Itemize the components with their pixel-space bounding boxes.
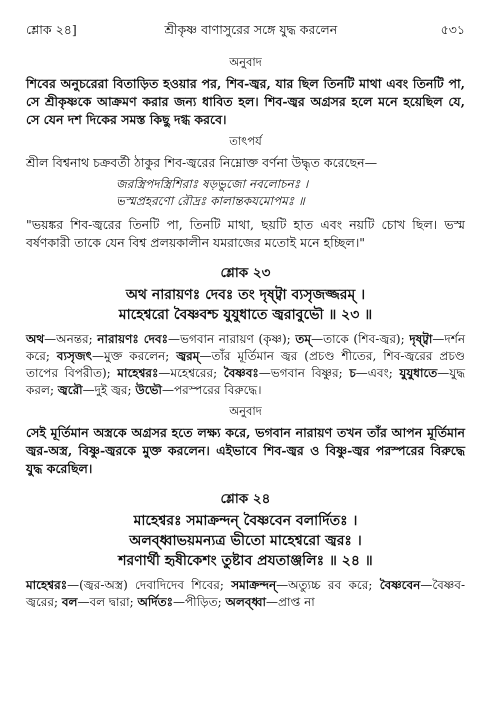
synonym-term: সমাক্রন্দন্ [231, 578, 277, 592]
synonym-meaning: —মহেশ্বরের; [158, 366, 224, 380]
verse-heading: শ্লোক ২৪ [220, 491, 271, 507]
synonym-term: ব্যসৃজৎ [56, 349, 93, 363]
synonym-term: জ্বরৌ [57, 383, 83, 397]
synonym-term: অথ [26, 332, 45, 346]
translation-heading: অনুবাদ [229, 404, 262, 418]
purport-intro: শ্রীল বিশ্বনাথ চক্রবর্তী ঠাকুর শিব-জ্বরের নিম্নোক্ত বর্ণনা উদ্ধৃত করেছেন— [26, 155, 378, 170]
synonym-term: মাহেশ্বরঃ [26, 578, 68, 592]
synonym-meaning: —পীড়িত; [173, 595, 226, 609]
synonym-term: জ্বরম্ [176, 349, 200, 363]
synonym-meaning: —যুদ্ধ করল; [26, 366, 465, 397]
translation-text: সেই মূর্তিমান অস্ত্রকে অগ্রসর হতে লক্ষ্য করে, ভগবান নারায়ণ তখন তাঁর আপন মূর্তিমান জ্বর-অস্ত্র, বিষ্ণু-জ্বরকে মুক্ত করলেন। এইভাবে শিব-জ্বর ও বিষ্ণু-জ্বর পরস্পরের বিরুদ্ধে যুদ্ধ করেছিল। [26, 425, 465, 476]
synonym-meaning: —দর্শন করে; [26, 332, 465, 363]
synonym-term: দৃষ্ট্বা [409, 332, 433, 346]
synonym-term: অলব্ধ্বা [225, 595, 266, 609]
synonym-term: চ [349, 366, 356, 380]
synonym-term: বৈষ্ণবঃ [223, 366, 259, 380]
synonym-term: তম্ [295, 332, 312, 346]
synonym-meaning: —(জ্বর-অস্ত্র) দেবাদিদেব শিবের; [67, 578, 232, 592]
purport-heading: তাৎপর্য [229, 134, 262, 148]
word-meanings [26, 331, 465, 399]
synonym-meaning: —অনন্তর; [44, 332, 98, 346]
synonym-term: বল [61, 595, 78, 609]
verse-heading: শ্লোক ২৩ [220, 265, 271, 281]
quote-line: জরস্ত্রিপদস্ত্রিশিরাঃ ষড়ভুজো নবলোচনঃ । [116, 177, 309, 191]
translation-text: শিবের অনুচরেরা বিতাড়িত হওয়ার পর, শিব-জ্বর, যার ছিল তিনটি মাথা এবং তিনটি পা, সে শ্রীকৃষ্ণকে আক্রমণ করার জন্য ধাবিত হল। শিব-জ্বর অগ্রসর হলে মনে হয়েছিল যে, সে যেন দশ দিকের সমস্ত কিছু দগ্ধ করবে। [26, 76, 465, 127]
quote-line: ভস্মপ্রহরণো রৌদ্রঃ কালান্তকযমোপমঃ ॥ [116, 194, 305, 208]
synonym-meaning: —ভগবান নারায়ণ (কৃষ্ণ); [168, 332, 296, 346]
synonym-meaning: —এবং; [355, 366, 400, 380]
synonym-meaning: —তাকে (শিব-জ্বর); [311, 332, 410, 346]
page-number: ৫৩১ [440, 22, 465, 37]
synonym-meaning: —অত্যুচ্চ রব করে; [276, 578, 380, 592]
purport-quote [116, 176, 465, 210]
synonym-term: নারায়ণঃ দেবঃ [97, 332, 169, 346]
synonym-term: অর্দিতঃ [137, 595, 173, 609]
verse-line: মাহেশ্বরো বৈষ্ণবশ্চ যুযুধাতে জ্বরাবুভৌ ॥ ২৩ ॥ [118, 307, 373, 323]
synonym-meaning: —বল দ্বারা; [77, 595, 138, 609]
synonym-meaning: —প্রাপ্ত না [266, 595, 315, 609]
synonym-meaning: —পরস্পরের বিরুদ্ধে। [161, 383, 262, 397]
verse-line: শরণার্থী হৃষীকেশং তুষ্টাব প্রযতাঞ্জলিঃ ॥ ২৪ ॥ [118, 553, 373, 569]
synonym-term: বৈষ্ণবেন [379, 578, 421, 592]
header-verse-ref: শ্লোক ২৪] [26, 22, 77, 37]
synonym-meaning: —মুক্ত করলেন; [92, 349, 177, 363]
synonym-term: যুযুধাতে [399, 366, 438, 380]
synonym-meaning: —দুই জ্বর; [82, 383, 136, 397]
verse-line: অলব্ধ্বাভয়মন্যত্র ভীতো মাহেশ্বরো জ্বরঃ । [129, 533, 362, 549]
word-meanings [26, 577, 465, 611]
translation-heading: অনুবাদ [229, 55, 262, 69]
synonym-meaning: —বৈষ্ণব-জ্বরের; [26, 578, 466, 609]
running-header [26, 22, 465, 42]
verse-line: মাহেশ্বরঃ সমাক্রন্দন্ বৈষ্ণবেন বলার্দিতঃ । [133, 513, 358, 529]
header-chapter-title: শ্রীকৃষ্ণ বাণাসুরের সঙ্গে যুদ্ধ করলেন [164, 22, 338, 37]
synonym-term: উভৌ [135, 383, 162, 397]
purport-text: "ভয়ঙ্কর শিব-জ্বরের তিনটি পা, তিনটি মাথা, ছয়টি হাত এবং নয়টি চোখ ছিল। ভস্ম বর্ষণকারী তাকে যেন বিশ্ব প্রলয়কালীন যমরাজের মতোই মনে হচ্ছিল।" [26, 217, 465, 250]
synonym-meaning: —ভগবান বিষ্ণুর; [258, 366, 350, 380]
synonym-meaning: —তাঁর মূর্তিমান জ্বর (প্রচণ্ড শীতের, শিব-জ্বরের প্রচণ্ড তাপের বিপরীত); [26, 349, 465, 380]
synonym-term: মাহেশ্বরঃ [117, 366, 159, 380]
verse-line: অথ নারায়ণঃ দেবঃ তং দৃষ্ট্বা ব্যসৃজজ্জরম্ । [125, 287, 366, 303]
